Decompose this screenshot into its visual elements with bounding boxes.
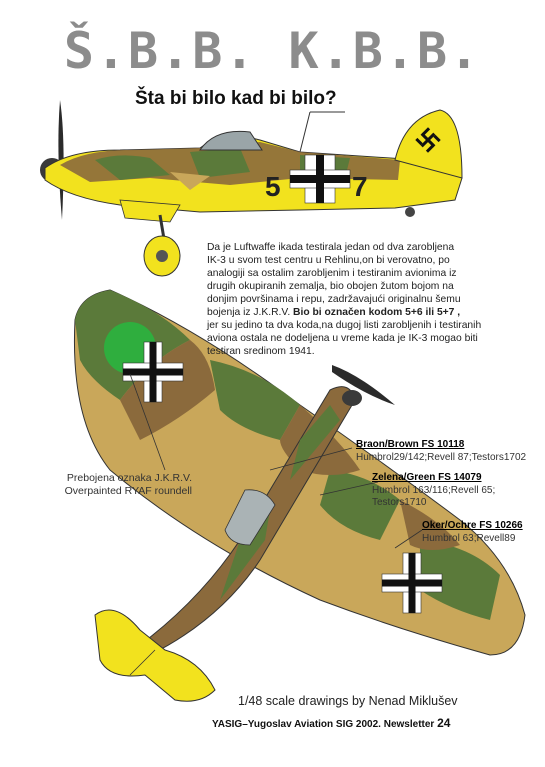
- color-callout-title: Oker/Ochre FS 10266: [422, 520, 523, 531]
- description-text: [207, 241, 525, 358]
- description-line: drugih okupiranih zemalja, bio obojen žutom bojom na: [207, 281, 454, 292]
- color-callout-brown: [356, 439, 526, 464]
- color-callout-title: Zelena/Green FS 14079: [372, 472, 482, 483]
- color-callout-refs: Humbrol 63;Revell89: [422, 532, 516, 544]
- code-highlight: Bio bi označen kodom 5+6 ili 5+7 ,: [293, 307, 461, 318]
- description-line: analogiji sa ostalim zarobljenim i testiranim avionima iz: [207, 268, 457, 279]
- description-line: Da je Luftwaffe ikada testirala jedan od dva zarobljena: [207, 242, 455, 253]
- color-callout-ochre: [422, 520, 523, 545]
- description-line: donjim površinama i repu, zadržavajući originalnu šemu: [207, 294, 461, 305]
- roundel-note-line: Overpainted RYAF roundell: [64, 485, 192, 497]
- description-line: testiran sredinom 1941.: [207, 346, 315, 357]
- description-line: jer su jedino ta dva koda,na dugoj listi zarobljenih i testiranih: [207, 320, 482, 331]
- color-callout-refs: Humbrol29/142;Revell 87;Testors1702: [356, 451, 527, 463]
- code-left: 5: [265, 171, 281, 202]
- tail-wheel: [405, 207, 415, 217]
- color-callout-green: [372, 472, 495, 510]
- description-line: aviona ostala ne dodeljena u vreme kada je IK-3 mogao biti: [207, 333, 478, 344]
- page-number: 24: [437, 716, 451, 730]
- page-title: Š.B.B. K.B.B.: [63, 22, 482, 80]
- description-line: [207, 306, 525, 319]
- color-callout-refs: Humbrol 163/116;Revell 65;: [372, 484, 496, 496]
- footer: [212, 716, 450, 730]
- roundel-note: [32, 472, 192, 498]
- drawing-credit: 1/48 scale drawings by Nenad Miklušev: [238, 694, 458, 708]
- color-callout-refs: Testors1710: [372, 497, 427, 508]
- description-line: IK-3 u svom test centru u Rehlinu,on bi verovatno, po: [207, 255, 450, 266]
- color-callout-title: Braon/Brown FS 10118: [356, 439, 465, 450]
- footer-text: YASIG–Yugoslav Aviation SIG 2002. Newsletter: [212, 719, 438, 730]
- description-fragment: bojenja iz J.K.R.V.: [207, 307, 294, 318]
- roundel-note-line: Prebojena oznaka J.K.R.V.: [66, 472, 192, 484]
- canopy: [200, 131, 262, 150]
- page-subtitle: Šta bi bilo kad bi bilo?: [135, 88, 337, 109]
- code-right: 7: [352, 171, 368, 202]
